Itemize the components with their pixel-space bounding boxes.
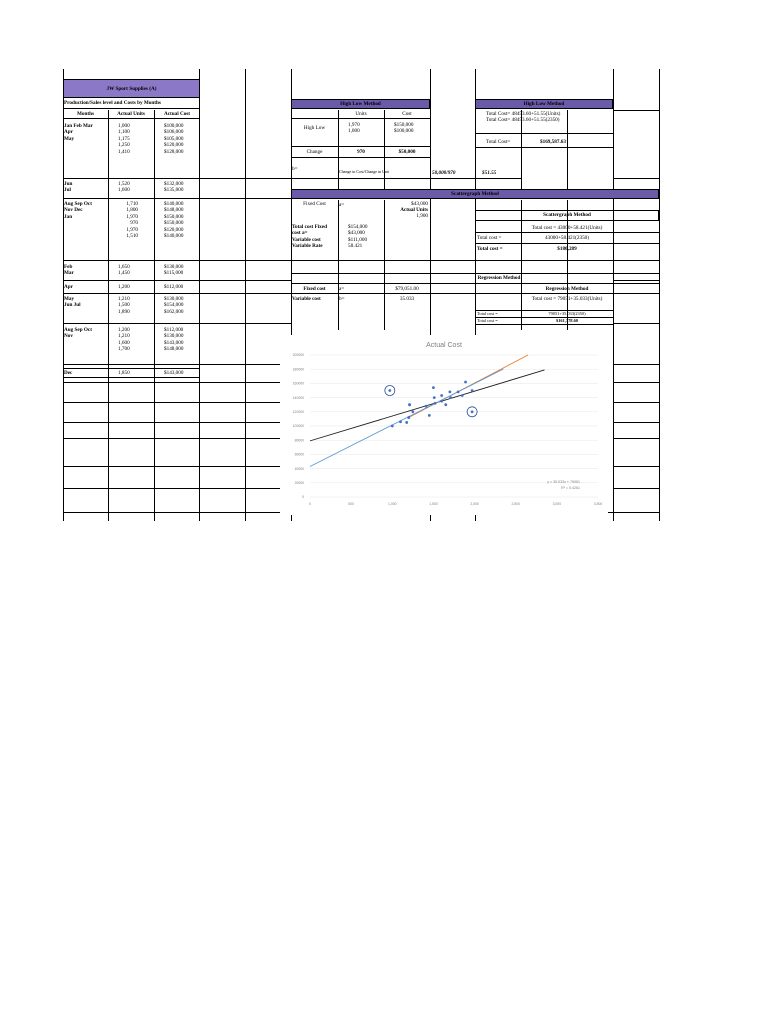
data-point: [464, 381, 467, 384]
grid-line: [108, 110, 109, 521]
reg-var-value: 35.033: [399, 296, 415, 302]
grid-line: [291, 283, 659, 284]
grid-line: [199, 178, 291, 179]
data-point: [411, 410, 414, 413]
change-units: 970: [357, 149, 365, 155]
hl-line1: Total Cost= 48453.60+51.55(Units): [486, 111, 561, 117]
group-cost: $132,000 $135,000: [164, 181, 184, 194]
data-point: [461, 394, 464, 397]
chart-canvas: [280, 335, 608, 515]
group-months: Jun Jul: [64, 181, 73, 194]
grid-line: [291, 178, 521, 179]
grid-line: [613, 438, 659, 439]
reg-fixed-value: $79,051.00: [395, 286, 419, 292]
data-point: [471, 410, 474, 413]
x-tick-label: 1,500: [429, 502, 438, 506]
a-label: a=: [339, 202, 345, 208]
group-units: 1,650 1,450: [118, 264, 130, 277]
x-tick-label: 3,000: [552, 502, 562, 506]
sc-total-label: Total cost =: [477, 246, 503, 252]
grid-line: [63, 118, 200, 119]
company-title: JW Sport Supplies (A): [63, 79, 200, 98]
chart-title: Actual Cost: [426, 342, 462, 349]
y-tick-label: 100000: [292, 424, 304, 429]
grid-line: [659, 69, 660, 521]
grid-line: [475, 133, 613, 134]
x-tick-label: 1,000: [388, 502, 397, 506]
grid-line: [199, 293, 291, 294]
hl-line2: Total Cost= 48453.60+51.55(2350): [486, 117, 560, 123]
grid-line: [291, 293, 659, 294]
y-tick-label: 200000: [292, 353, 304, 358]
group-cost: $143,000: [164, 370, 184, 376]
y-tick-label: 140000: [292, 395, 304, 400]
group-units: 1,210 1,500 1,890: [118, 296, 130, 315]
change-cost: $50,000: [398, 149, 416, 155]
reg-b-label: b=: [339, 296, 345, 302]
right-reg-header: Regression Method: [545, 286, 589, 292]
reg-total-value: $161,378.60: [556, 318, 578, 323]
group-units: 1,710 1,800 1,970 970 1,970 1,510: [126, 201, 138, 240]
tc-values: $154,000 $43,000 $111,000 58.421: [348, 224, 368, 250]
grid-line: [613, 488, 659, 489]
grid-line: [613, 280, 659, 281]
high-low-label: High Low: [303, 125, 326, 131]
data-point: [444, 403, 447, 406]
scattergraph-header: Scattergraph Method: [291, 189, 659, 199]
b-formula: Change in Cost/Change in Unit: [339, 169, 390, 174]
x-tick-label: 2,000: [470, 502, 479, 506]
fixed-cost-label: Fixed Cost: [303, 201, 326, 207]
data-point: [405, 421, 408, 424]
trendline: [310, 370, 545, 441]
col-cost-label: Cost: [402, 111, 412, 117]
change-label: Change: [306, 149, 323, 155]
y-tick-label: 180000: [292, 367, 304, 372]
b-value: $51.55: [482, 170, 497, 176]
reg-total-label: Total cost =: [477, 318, 498, 323]
trend-r2: R² = 0.4261: [561, 486, 580, 490]
grid-line: [384, 200, 385, 330]
grid-line: [567, 110, 568, 190]
group-months: Dec: [64, 370, 73, 376]
grid-line: [199, 323, 291, 324]
b-label: b=: [292, 166, 298, 172]
grid-line: [199, 422, 291, 423]
reg-line2-label: Total cost =: [477, 311, 498, 316]
group-months: Apr: [64, 284, 73, 290]
sc-line2-label: Total cost =: [477, 235, 502, 241]
group-cost: $130,000 $115,000: [164, 264, 184, 277]
reg-var-label: Variable cost: [292, 296, 321, 302]
col-units-label: Units: [355, 111, 367, 117]
trend-equation: y = 35.033x + 79051: [547, 480, 580, 484]
regression-header: Regression Method: [477, 275, 521, 281]
data-point: [448, 391, 451, 394]
grid-line: [199, 198, 291, 199]
group-units: 1,200: [118, 284, 130, 290]
grid-line: [613, 69, 614, 521]
col-months-header: Months: [76, 111, 94, 117]
grid-line: [475, 232, 659, 233]
data-point: [407, 416, 410, 419]
right-high-low-header: High Low Method: [475, 99, 613, 109]
grid-line: [475, 324, 613, 325]
data-point: [408, 403, 411, 406]
hl-total-label: Total Cost=: [486, 139, 511, 145]
group-cost: $112,000: [164, 284, 184, 290]
hl-total-value: $169,587.63: [540, 139, 566, 145]
group-cost: $140,000 $148,000 $150,000 $150,000 $120,000 $140,000: [164, 201, 184, 240]
group-units: 1,850: [118, 370, 130, 376]
data-point: [440, 394, 443, 397]
reg-a-label: a=: [339, 286, 345, 292]
grid-line: [63, 108, 200, 109]
hl-units: 1,970 1,000: [348, 122, 360, 135]
y-tick-label: 120000: [292, 410, 304, 414]
sc-total-value: $180,289: [557, 246, 577, 252]
grid-line: [613, 466, 659, 467]
grid-line: [613, 178, 659, 179]
grid-line: [199, 466, 291, 467]
sc-line2: 43000+58.421(2350): [545, 235, 589, 241]
grid-line: [291, 146, 430, 147]
group-months: May Jun Jul: [64, 296, 81, 309]
reg-line1: Total cost = 79051+35.033(Units): [531, 296, 603, 302]
grid-line: [199, 280, 291, 281]
y-tick-label: 20000: [294, 481, 304, 485]
y-tick-label: 60000: [294, 452, 304, 457]
grid-line: [199, 69, 200, 521]
col-units-header: Actual Units: [117, 111, 145, 117]
tc-labels: Total cost Fixed cost a= Variable cost Variable Rate: [292, 224, 327, 250]
grid-line: [475, 243, 659, 244]
x-tick-label: 0: [309, 502, 311, 506]
grid-line: [613, 382, 659, 383]
grid-line: [199, 382, 291, 383]
x-tick-label: 500: [348, 502, 354, 506]
grid-line: [291, 157, 430, 158]
grid-line: [199, 488, 291, 489]
y-tick-label: 0: [302, 495, 304, 500]
reg-line2: 79051+35.033(2350): [548, 311, 586, 316]
grid-line: [613, 323, 659, 324]
high-low-header: High Low Method: [291, 99, 430, 109]
b-calc: 50,000/970: [432, 170, 456, 176]
grid-line: [475, 147, 613, 148]
hl-cost: $150,000 $100,000: [394, 122, 414, 135]
data-point: [399, 420, 402, 423]
data-point: [471, 389, 474, 392]
actual-units-label: Actual Units: [400, 207, 428, 213]
data-point: [449, 396, 452, 399]
data-point: [428, 414, 431, 417]
reg-fixed-label: Fixed cost: [303, 286, 326, 292]
data-point: [432, 386, 435, 389]
right-scatter-header: Scattergraph Method: [543, 212, 591, 218]
group-cost: $100,000 $106,000 $105,000 $120,000 $128,000: [164, 123, 184, 155]
group-units: 1,000 1,100 1,175 1,250 1,410: [118, 123, 130, 155]
grid-line: [199, 402, 291, 403]
grid-line: [199, 260, 291, 261]
table-subtitle: Production/Sales level and Costs by Months: [64, 100, 161, 106]
grid-line: [613, 402, 659, 403]
grid-line: [291, 260, 659, 261]
group-units: 1,200 1,210 1,600 1,700: [118, 327, 130, 353]
data-point: [457, 391, 460, 394]
scatter-chart: [280, 335, 608, 515]
y-tick-label: 40000: [294, 466, 304, 471]
data-point: [425, 405, 428, 408]
group-cost: $112,000 $130,000 $143,000 $148,000: [164, 327, 184, 353]
group-units: 1,520 1,600: [118, 181, 130, 194]
grid-line: [199, 364, 291, 365]
group-months: Aug Sep Oct Nov Dec Jan: [64, 201, 92, 220]
data-point: [434, 402, 437, 405]
x-tick-label: 3,500: [593, 502, 603, 506]
col-cost-header: Actual Cost: [163, 111, 191, 117]
group-months: Aug Sep Oct Nov: [64, 327, 92, 340]
grid-line: [291, 118, 430, 119]
grid-line: [613, 364, 659, 365]
grid-line: [154, 110, 155, 521]
actual-units-value: 1,900: [416, 213, 428, 219]
grid-line: [245, 69, 246, 521]
group-months: Jan Feb Mar Apr May: [64, 123, 93, 142]
fixed-cost-value: $43,000: [411, 201, 428, 207]
y-tick-label: 160000: [292, 381, 304, 386]
grid-line: [613, 110, 659, 111]
data-point: [391, 425, 394, 428]
grid-line: [338, 200, 339, 330]
data-point: [440, 400, 443, 403]
y-tick-label: 80000: [294, 438, 304, 443]
grid-line: [613, 422, 659, 423]
sc-line1: Total cost = 43000+58.421(Units): [531, 225, 603, 231]
grid-line: [199, 438, 291, 439]
data-point: [433, 396, 436, 399]
group-months: Feb Mar: [64, 264, 74, 277]
grid-line: [291, 273, 659, 274]
data-point: [388, 389, 391, 392]
group-cost: $130,000 $154,000 $162,000: [164, 296, 184, 315]
x-tick-label: 2,500: [511, 502, 520, 506]
